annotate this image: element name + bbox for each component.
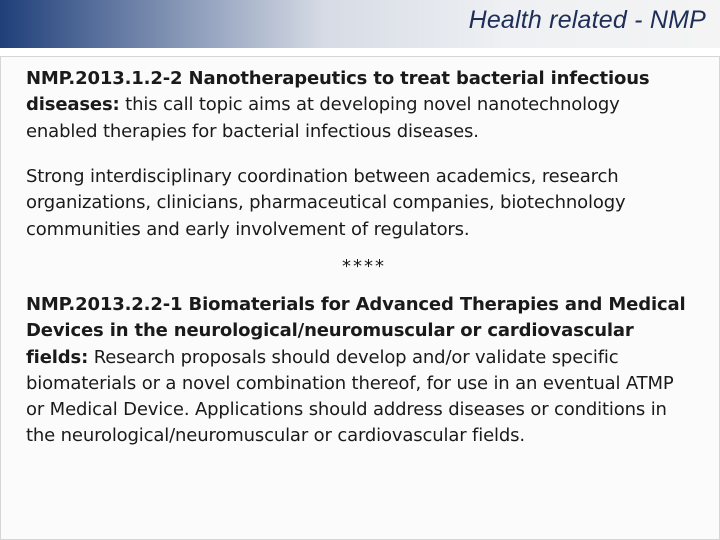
slide-title: Health related - NMP [468,6,706,34]
topic-nanotherapeutics [26,66,696,145]
topic-nanotherapeutics-heading: NMP.2013.1.2-2 Nanotherapeutics to treat bacterial infectious diseases: [26,68,650,116]
coordination-paragraph [26,164,696,243]
topic-biomaterials [26,292,696,450]
topic-nanotherapeutics-body: this call topic aims at developing novel nanotechnology enabled therapies for bacterial infectious diseases. [26,94,620,142]
coordination-text: Strong interdisciplinary coordination between academics, research organizations, clinicians, pharmaceutical companies, biotechnology communities and early involvement of regulators. [26,166,626,240]
topic-biomaterials-body: Research proposals should develop and/or validate specific biomaterials or a novel combination thereof, for use in an eventual ATMP or Medical Device. Applications should address diseases or conditions in the neurological/neuromuscular or cardiovascular fields. [26,346,674,447]
section-separator: **** [342,256,386,277]
topic-biomaterials-heading: NMP.2013.2.2-1 Biomaterials for Advanced Therapies and Medical Devices in the neurological/neuromuscular or cardiovascular fields: [26,294,686,368]
title-bar [0,0,720,48]
